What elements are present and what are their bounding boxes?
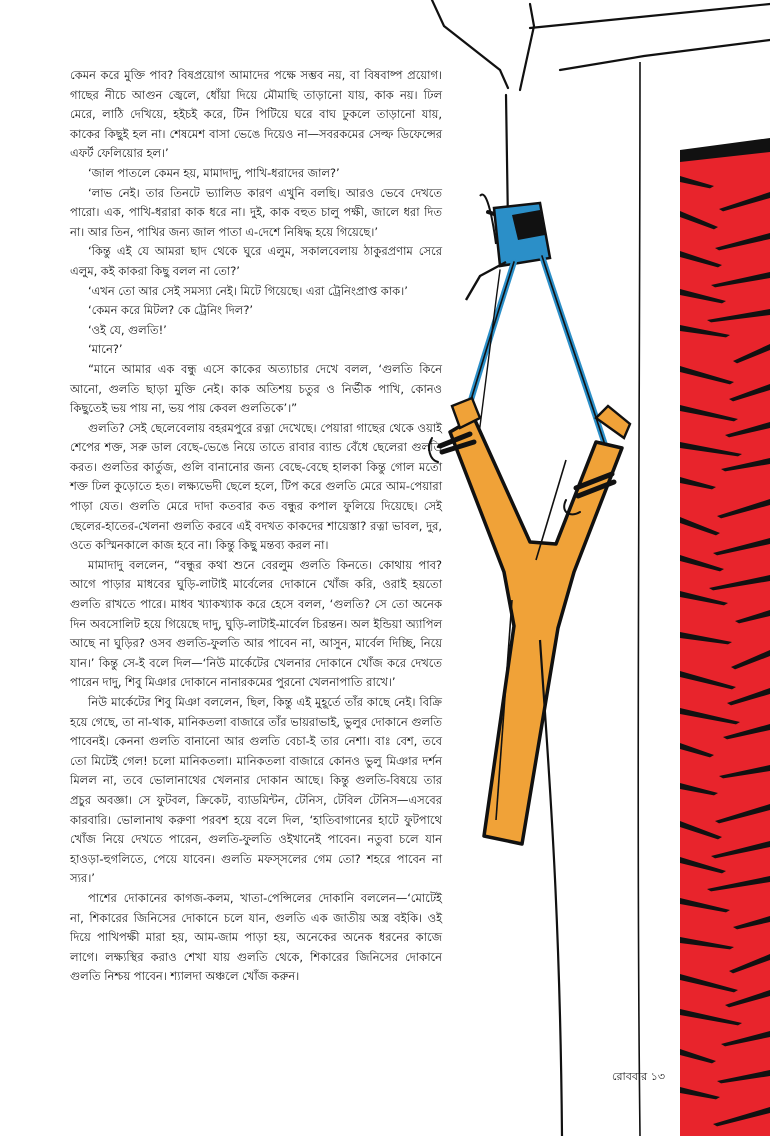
page-number: ১৩ bbox=[650, 1070, 665, 1083]
stripe-mark bbox=[680, 1009, 742, 1025]
stripe-mark bbox=[680, 442, 742, 456]
paragraph: ‘মানে?’ bbox=[88, 342, 123, 357]
slingshot-shadow bbox=[540, 640, 562, 1136]
stripe-mark bbox=[707, 309, 770, 322]
stripe-mark bbox=[713, 1107, 770, 1126]
paragraph: নিউ মার্কেটের শিবু মিঞা বললেন, ছিল, কিন্তু এই মুহূর্তে তাঁর কাছে নেই। বিক্রি হয়ে গেছে, তা না-থাক, মানিকতলা বাজারে তাঁর ভায়রাভাই, ভুলুর দোকানে গুলতি পাবেনই। কেননা গুলতি বানানো আর গুলতি বেচা-ই তার নেশা। বাঃ বেশ, তবে তো মিটেই গেল! চলো মানিকতলা। মানিকতলা বাজারে কোনও ভুলু মিঞার দর্শন মিলল না, তবে ভোলানাথের খেলনার দোকান আছে। কিন্তু গুলতি-বিষয়ে তার প্রচুর অবজ্ঞা। সে ফুটবল, ক্রিকেট, ব্যাডমিন্টন, টেনিস, টেবিল টেনিস—এসবের কারবারি। ভোলানাথ করুণা পরবশ হয়ে বলে দিল, ‘হাতিবাগানের হাটে ফুটপাথে খোঁজ নিয়ে দেখতে পারেন, গুলতি-ফুলতি ওইখানেই পাবেন। নতুবা চলে যান হাওড়া-হুগলিতে, পেয়ে যাবেন। গুলতি মফস্‌সলের গেম তো? শহরে পাবেন না স্যর।’ bbox=[70, 695, 442, 886]
paragraph: ‘কিন্তু এই যে আমরা ছাদ থেকে ঘুরে এলুম, সকালবেলায় ঠাকুরপ্রণাম সেরে এলুম, কই কাকরা কিছু বলল না তো?’ bbox=[70, 244, 442, 278]
stripe-mark bbox=[715, 804, 770, 823]
stripe-mark bbox=[680, 1087, 720, 1099]
stripe-mark bbox=[680, 857, 726, 873]
paragraph: ‘ওই যে, গুলতি!’ bbox=[88, 322, 167, 337]
stripe-mark bbox=[680, 708, 740, 724]
stripe-mark bbox=[729, 954, 770, 973]
paragraph: ‘এখন তো আর সেই সমস্যা নেই। মিটে গিয়েছে। এরা ট্রেনিংপ্রাপ্ত কাক।’ bbox=[88, 283, 408, 298]
stripe-mark bbox=[717, 1070, 770, 1083]
stripe-mark bbox=[680, 974, 738, 992]
paragraph: ‘জাল পাতলে কেমন হয়, মামাদাদু, পাখি-ধরাদের জাল?’ bbox=[88, 165, 340, 180]
stripe-mark bbox=[711, 272, 770, 287]
stripe-mark bbox=[680, 821, 722, 839]
paragraph: ‘লাভ নেই। তার তিনটে ভ্যালিড কারণ এখুনি বলছি। আরও ভেবে দেখতে পারো। এক, পাখি-ধরারা কাক ধরে না। দুই, কাক বহুত চালু পক্ষী, জালে ধরা দিত না। আর তিন, পাখির জন্য জাল পাতা এ-দেশে নিষিদ্ধ হয়ে গিয়েছে।’ bbox=[70, 185, 442, 239]
stripe-mark bbox=[733, 344, 770, 363]
stripe-mark bbox=[680, 325, 730, 337]
stripe-mark bbox=[729, 384, 770, 401]
stripe-mark bbox=[680, 176, 714, 188]
stripe-mark bbox=[680, 405, 738, 421]
paragraph: ‘কেমন করে মিটল? কে ট্রেনিং দিল?’ bbox=[88, 303, 253, 318]
stripe-mark bbox=[680, 477, 716, 489]
knot-icon bbox=[429, 434, 614, 514]
stripe-mark bbox=[719, 765, 770, 778]
stripe-mark bbox=[680, 517, 720, 535]
strap-icon bbox=[466, 195, 550, 300]
nail-icon bbox=[488, 95, 524, 225]
stripe-mark bbox=[680, 251, 722, 267]
wall-edge bbox=[638, 62, 640, 1136]
stripe-mark bbox=[709, 575, 770, 590]
stripe-mark bbox=[733, 916, 770, 929]
stripe-mark bbox=[680, 743, 714, 757]
stripe-mark bbox=[680, 555, 724, 571]
stripe-mark bbox=[680, 783, 718, 795]
stripe-mark bbox=[719, 192, 770, 211]
stripe-mark bbox=[680, 632, 732, 644]
stripe-mark bbox=[723, 724, 770, 739]
stripe-mark bbox=[680, 289, 726, 303]
stripe-mark bbox=[680, 366, 734, 384]
stripe-mark bbox=[717, 499, 770, 518]
stripe-mark bbox=[721, 1031, 770, 1046]
stripe-mark bbox=[680, 211, 718, 229]
stripe-mark bbox=[680, 591, 728, 605]
stripe-mark bbox=[725, 990, 770, 1007]
stripe-mark bbox=[680, 937, 734, 949]
stripe-mark bbox=[731, 650, 770, 669]
stripe-mark bbox=[715, 233, 770, 250]
paragraph: “মানে আমার এক বন্ধু এসে কাকের অত্যাচার দেখে বলল, ‘গুলতি কিনে আনো, গুলতি ছাড়া মুক্তি নেই। কাক অতিশয় চতুর ও নির্ভীক পাখি, কোনও কিছুতেই ভয় পায় না, ভয় পায় কেবল গুলতিকে’।” bbox=[70, 361, 442, 416]
slingshot-icon bbox=[450, 398, 630, 844]
stripe-mark bbox=[735, 610, 770, 623]
magazine-name: রোববার bbox=[612, 1070, 648, 1083]
page-footer bbox=[612, 1068, 665, 1087]
stripe-mark bbox=[680, 1049, 716, 1063]
article-body bbox=[70, 66, 442, 987]
paragraph: মামাদাদু বললেন, “বন্ধুর কথা শুনে বেরলুম গুলতি কিনতে। কোথায় পাব? আগে পাড়ার মাধবের ঘুড়ি-লাটাই মার্বেলের দোকানে খোঁজ করি, ওরাই হয়তো গুলতি রাখতে পারে। মাধব খ্যাকখ্যাক করে হেসে বলল, ‘গুলতি? সে তো অনেক দিন অবসোলিট হয়ে গিয়েছে দাদু, ঘুড়ি-লাটাই-মার্বেল চিরন্তন। অল ইন্ডিয়া অ্যাপিল আছে না ঘুড়ির? ওসব গুলতি-ফুলতি আর পাবেন না, আসুন, মার্বেল দিচ্ছি, নিয়ে যান।’ কিন্তু সে-ই বলে দিল—‘নিউ মার্কেটের খেলনার দোকানে খোঁজ করে দেখতে পারেন দাদু, শিবু মিঞার দোকানে নানারকমের পুরনো খেলনাপাতি রাখে।’ bbox=[70, 557, 442, 690]
paragraph: গুলতি? সেই ছেলেবেলায় বহরমপুরে রত্না দেখেছে। পেয়ারা গাছের থেকে ওয়াই শেপের শক্ত, সরু ডাল বেছে-ভেঙে নিয়ে তাতে রাবার ব্যান্ড বেঁধে ছেলেরা গুলতি করত। গুলতির কার্তুজ, গুলি বানানোর জন্য বেছে-বেছে হালকা কিন্তু গোল মতো শক্ত ঢিল কুড়োতে হত। লক্ষ্যভেদী ছেলে হলে, টিপ করে গুলতি মেরে আম-পেয়ারা পাড়া যেত। গুলতি মেরে দাদা কতবার কত বন্ধুর কপাল ফুলিয়ে দিয়েছে। সেই ছেলের-হাতের-খেলনা গুলতি করবে এই বদখত কাকদের শায়েস্তা? রত্না ভাবল, দুর, ওতে কস্মিনকালে কাজ হবে না। কিন্তু কিছু মন্তব্য করল না। bbox=[70, 420, 442, 553]
paragraph: কেমন করে মুক্তি পাব? বিষপ্রয়োগ আমাদের পক্ষে সম্ভব নয়, বা বিষবাষ্প প্রয়োগ। গাছের নীচে আগুন জ্বেলে, ধোঁয়া দিয়ে মৌমাছি তাড়ানো যায়, কাক নয়। ঢিল মেরে, লাঠি দেখিয়ে, হইচই করে, টিন পিটিয়ে ঘরে বাঘ ঢুকলে তাড়ানো যায়, কাকের কিছুই হল না। শেষমেশ বাসা ভেঙে দিয়েও না—সবরকমের সেল্ফ ডিফেন্সের এফর্ট ফেলিয়োর হল।’ bbox=[70, 68, 442, 161]
rubber-band-icon bbox=[462, 256, 606, 448]
stripe-mark bbox=[713, 538, 770, 555]
stripe-mark bbox=[707, 876, 770, 891]
stripe-mark bbox=[721, 458, 770, 471]
paragraph: পাশের দোকানের কাগজ-কলম, খাতা-পেন্সিলের দোকানি বললেন—‘মোটেই না, শিকারের জিনিসের দোকানে চলে যান, গুলতি এক জাতীয় অস্ত্র বইকি। ওই দিয়ে পাখিপক্ষী মারা হয়, আম-জাম পাড়া হয়, অনেকের অনেক ধরনের কাজে লাগে। লক্ষ্যস্থির করাও শেখা যায় গুলতি থেকে, শিকারের জিনিসের দোকানে গুলতি নিশ্চয় পাবেন। শ্যালদা অঞ্চলে খোঁজ করুন। bbox=[70, 890, 442, 984]
stripe-mark bbox=[711, 841, 770, 858]
stripe-mark bbox=[680, 898, 730, 912]
stripe-mark bbox=[680, 671, 736, 689]
wall-outline bbox=[432, 0, 770, 90]
stripe-mark bbox=[727, 688, 770, 705]
stripe-mark bbox=[725, 422, 770, 437]
tiger-stripe-border bbox=[680, 138, 770, 1136]
